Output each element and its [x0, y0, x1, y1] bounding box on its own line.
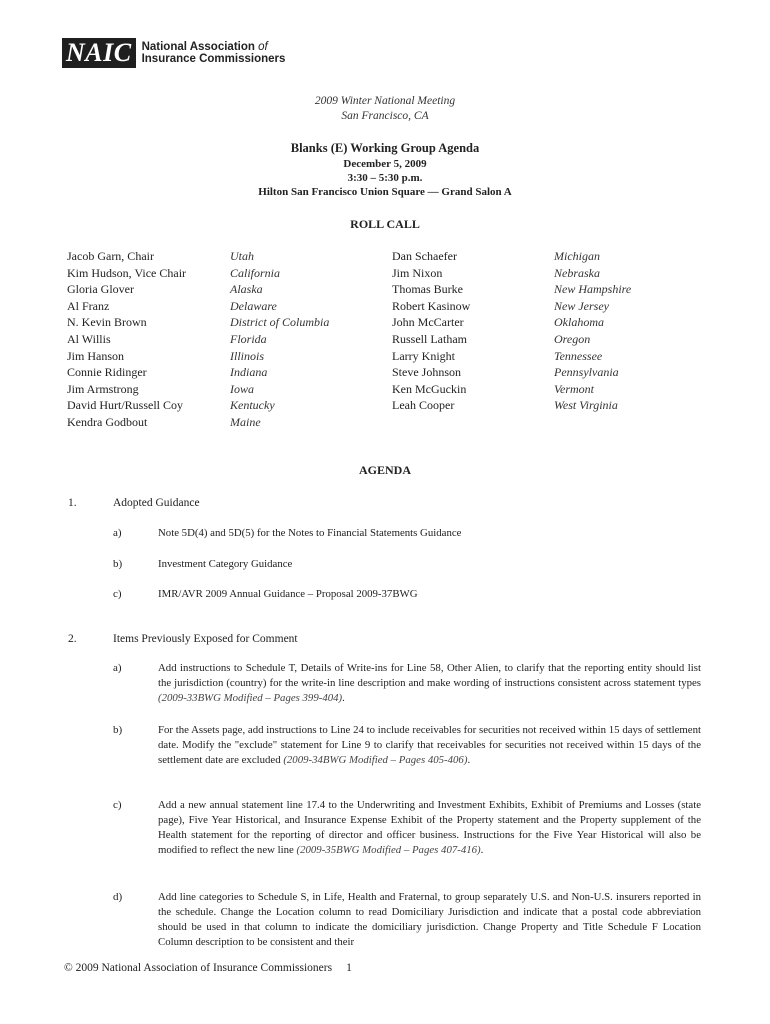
- member-name: Jim Armstrong: [67, 381, 139, 396]
- sub-item-text: Add a new annual statement line 17.4 to the Underwriting and Investment Exhibits, Exhibit of Premiums and Losses (state page), Five Year Historical, and Insurance Expense Exhibit of the Property statement and the Property supplement of the Health statement for the reporting of director and officer business. Instructions for the Five Year Historical will also be modified to reflect the new line: [158, 799, 701, 856]
- member-name: Kim Hudson, Vice Chair: [67, 265, 187, 280]
- sentence-end: .: [342, 692, 345, 704]
- member-state: Michigan: [554, 249, 600, 263]
- sub-item-letter: a): [113, 662, 122, 674]
- meeting-info: [0, 94, 770, 124]
- member-name: Kendra Godbout: [67, 414, 148, 429]
- meeting-name: 2009 Winter National Meeting: [314, 95, 456, 107]
- sub-item-text: Add line categories to Schedule S, in Life, Health and Fraternal, to group separately U.S. and Non-U.S. insurers reported in the schedule. Change the Location column to read Domiciliary Jurisdiction and indicate that a postal code abbreviation should be used in that column to indicate the domiciliary jurisdiction. Change Property and Title Schedule F Location Column description to be consistent and their: [158, 891, 701, 948]
- sub-item-letter: a): [113, 527, 122, 539]
- agenda-item-title: Adopted Guidance: [113, 497, 200, 509]
- naic-logo-text: [142, 41, 286, 66]
- roll-call-right-names: [392, 248, 470, 414]
- sentence-end: .: [480, 844, 484, 856]
- member-name: Steve Johnson: [392, 365, 461, 380]
- sub-item-paragraph: [158, 723, 701, 768]
- member-state: Florida: [230, 331, 267, 346]
- member-state: District of Columbia: [230, 315, 330, 330]
- member-state: Alaska: [230, 282, 263, 297]
- member-name: Jim Hanson: [67, 348, 124, 363]
- member-state: Oregon: [554, 331, 591, 346]
- member-name: Larry Knight: [392, 348, 455, 363]
- member-name: Ken McGuckin: [392, 381, 467, 396]
- naic-logo-mark: NAIC: [62, 38, 136, 68]
- meeting-time: 3:30 – 5:30 p.m.: [347, 172, 423, 184]
- logo-line1: National Association: [141, 40, 255, 53]
- meeting-date: December 5, 2009: [343, 158, 427, 170]
- page-number: 1: [346, 962, 352, 974]
- member-state: Illinois: [230, 348, 265, 363]
- roll-call-left-names: [67, 248, 186, 431]
- member-name: John McCarter: [392, 315, 464, 330]
- member-name: Al Willis: [67, 331, 111, 346]
- sub-item-paragraph: [158, 890, 701, 950]
- member-state: Nebraska: [554, 265, 600, 280]
- sub-item-text: Investment Category Guidance: [158, 558, 293, 570]
- copyright-text: © 2009 National Association of Insurance Commissioners: [64, 962, 333, 974]
- sub-item-text: IMR/AVR 2009 Annual Guidance – Proposal 2009-37BWG: [158, 588, 418, 600]
- naic-logo: [62, 38, 285, 68]
- member-state: West Virginia: [554, 398, 618, 413]
- sub-item-text: Note 5D(4) and 5D(5) for the Notes to Financial Statements Guidance: [158, 527, 462, 539]
- member-state: Iowa: [230, 381, 254, 396]
- roll-call-right-states: [554, 248, 631, 414]
- agenda-item-number: 1.: [68, 497, 77, 509]
- sub-item-paragraph: [158, 798, 701, 858]
- member-name: Leah Cooper: [392, 398, 455, 413]
- member-name: Connie Ridinger: [67, 365, 147, 380]
- member-state: Utah: [230, 249, 254, 263]
- member-state: Pennsylvania: [554, 365, 619, 380]
- member-name: Dan Schaefer: [392, 249, 457, 263]
- member-name: N. Kevin Brown: [67, 315, 147, 330]
- member-name: Jim Nixon: [392, 265, 443, 280]
- member-state: Oklahoma: [554, 315, 604, 330]
- document-title: Blanks (E) Working Group Agenda: [290, 141, 480, 155]
- logo-line1-of: of: [258, 40, 268, 53]
- sub-item-paragraph: [158, 661, 701, 706]
- roll-call-heading: ROLL CALL: [350, 217, 420, 231]
- sub-item-letter: d): [113, 891, 123, 903]
- meeting-location: San Francisco, CA: [341, 110, 429, 122]
- member-state: Tennessee: [554, 348, 603, 363]
- member-state: Maine: [230, 414, 261, 429]
- member-name: David Hurt/Russell Coy: [67, 398, 183, 413]
- member-name: Thomas Burke: [392, 282, 463, 297]
- agenda-item-number: 2.: [68, 633, 77, 645]
- sub-item-text: Add instructions to Schedule T, Details of Write-ins for Line 58, Other Alien, to clarify that the reporting entity should list the jurisdiction (country) for the write-in line description and make wording of instructions consistent across statement types: [158, 662, 701, 689]
- member-state: Delaware: [230, 298, 277, 313]
- member-state: California: [230, 265, 281, 280]
- proposal-reference: (2009-34BWG Modified – Pages 405-406): [283, 754, 468, 766]
- sub-item-letter: c): [113, 799, 122, 811]
- sub-item-text: For the Assets page, add instructions to Line 24 to include receivables for securities not received within 15 days of settlement date. Modify the "exclude" statement for Line 9 to clarify that receivables for securities not received within 15 days of the settlement date are excluded: [158, 724, 701, 766]
- member-name: Al Franz: [67, 298, 110, 313]
- agenda-title: [0, 140, 770, 199]
- member-name: Jacob Garn, Chair: [67, 249, 154, 263]
- roll-call-left-states: [230, 248, 329, 431]
- page-footer: [64, 962, 352, 974]
- meeting-venue: Hilton San Francisco Union Square — Grand Salon A: [258, 186, 512, 198]
- logo-line2: Insurance Commissioners: [141, 53, 286, 65]
- member-state: Kentucky: [230, 398, 275, 413]
- member-state: Vermont: [554, 381, 594, 396]
- agenda-item-title: Items Previously Exposed for Comment: [113, 633, 298, 645]
- member-name: Russell Latham: [392, 331, 467, 346]
- member-state: Indiana: [230, 365, 268, 380]
- agenda-heading: AGENDA: [358, 463, 411, 477]
- sub-item-letter: b): [113, 558, 123, 570]
- sentence-end: .: [467, 754, 471, 766]
- sub-item-letter: b): [113, 724, 123, 736]
- sub-item-letter: c): [113, 588, 122, 600]
- member-name: Robert Kasinow: [392, 298, 471, 313]
- member-state: New Jersey: [554, 298, 609, 313]
- member-name: Gloria Glover: [67, 282, 134, 297]
- member-state: New Hampshire: [554, 282, 632, 297]
- proposal-reference: (2009-33BWG Modified – Pages 399-404): [158, 692, 343, 704]
- proposal-reference: (2009-35BWG Modified – Pages 407-416): [296, 844, 481, 856]
